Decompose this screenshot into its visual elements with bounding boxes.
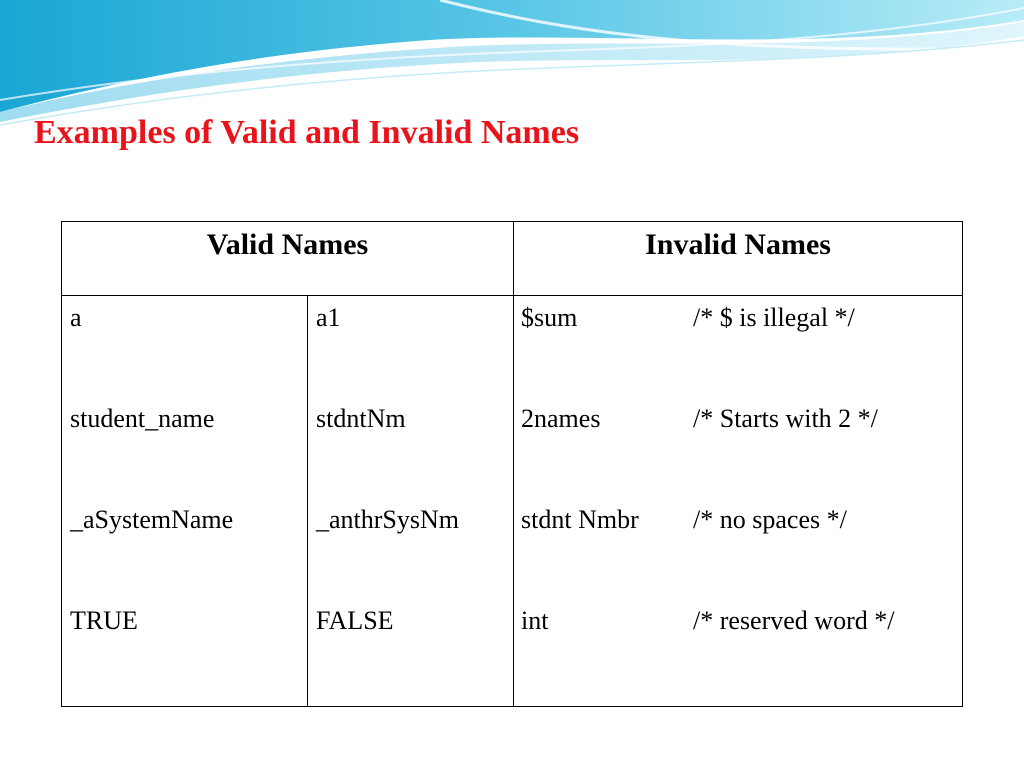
slide-title: Examples of Valid and Invalid Names: [34, 114, 580, 151]
invalid-name: 2names: [521, 404, 601, 433]
invalid-name-row: [514, 403, 962, 504]
invalid-name: stdnt Nmbr: [521, 505, 639, 534]
valid-name: student_name: [70, 404, 215, 433]
valid-name: a: [70, 303, 82, 332]
valid-name: stdntNm: [316, 404, 406, 433]
invalid-reason: /* $ is illegal */: [693, 303, 855, 332]
invalid-name-row: [514, 504, 962, 605]
valid-name: _aSystemName: [70, 505, 234, 534]
table-row: [62, 296, 963, 707]
names-table: [61, 221, 963, 707]
valid-names-header: Valid Names: [62, 222, 514, 296]
table-header-row: [62, 222, 963, 296]
valid-name: TRUE: [70, 606, 138, 635]
valid-names-column-1: [62, 296, 308, 707]
header-wave-decoration: [0, 0, 1024, 130]
valid-name: a1: [316, 303, 341, 332]
valid-names-column-2: [308, 296, 514, 707]
invalid-reason: /* Starts with 2 */: [693, 404, 878, 433]
invalid-reason: /* reserved word */: [693, 606, 895, 635]
valid-name: _anthrSysNm: [316, 505, 459, 534]
invalid-name-row: [514, 302, 962, 403]
invalid-name: int: [521, 606, 549, 635]
invalid-name-row: [514, 605, 962, 706]
valid-name: FALSE: [316, 606, 394, 635]
invalid-names-header: Invalid Names: [514, 222, 963, 296]
invalid-name: $sum: [521, 303, 578, 332]
invalid-names-column: [514, 296, 963, 707]
invalid-reason: /* no spaces */: [693, 505, 847, 534]
